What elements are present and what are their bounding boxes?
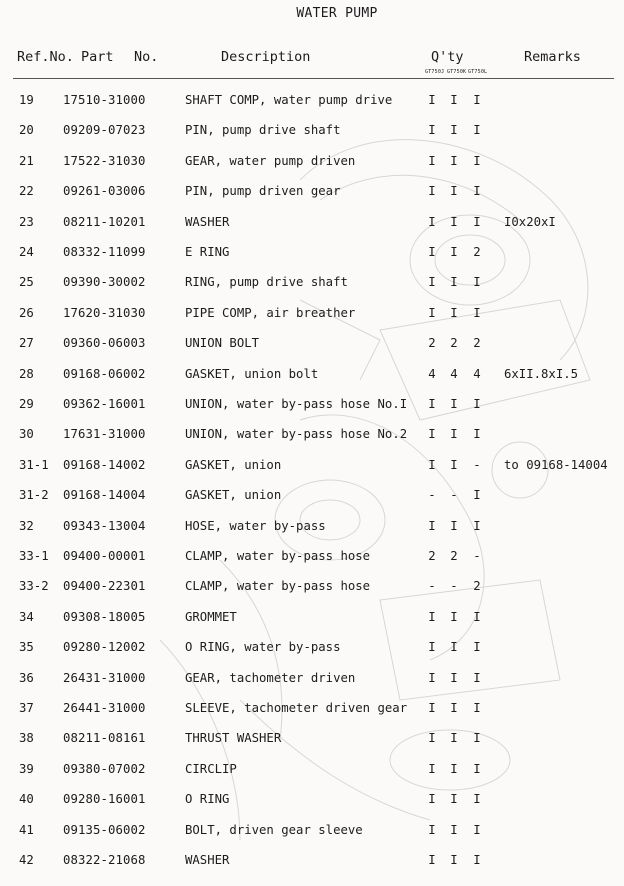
model-label: GT750L <box>468 69 488 75</box>
ref-no-cell: 26 <box>19 305 34 320</box>
qty-cell: I <box>473 397 481 411</box>
table-row <box>0 243 624 261</box>
qty-cell: I <box>450 640 458 655</box>
qty-cell: I <box>450 761 458 776</box>
table-row <box>0 638 624 656</box>
ref-no-cell: 28 <box>19 366 34 381</box>
qty-cell: I <box>428 184 436 199</box>
qty-cell: I <box>428 731 436 746</box>
qty-cell: I <box>473 214 481 229</box>
qty-cell: I <box>473 670 481 685</box>
ref-no-cell: 40 <box>19 792 34 807</box>
part-no-cell: 08211-08161 <box>63 731 146 746</box>
qty-cell: 2 <box>450 549 458 563</box>
description-cell: PIPE COMP, air breather <box>185 305 356 320</box>
qty-cell: I <box>473 640 481 655</box>
header-remarks: Remarks <box>524 49 581 65</box>
description-cell: WASHER <box>185 214 230 229</box>
part-no-cell: 09168-06002 <box>63 366 146 381</box>
ref-no-cell: 24 <box>19 245 34 259</box>
qty-cell: I <box>450 245 458 259</box>
table-row <box>0 790 624 808</box>
qty-cell: I <box>428 853 436 867</box>
qty-cell: I <box>473 488 481 503</box>
ref-no-cell: 33-1 <box>19 549 49 563</box>
qty-cell: I <box>450 701 458 715</box>
header-divider <box>13 78 614 79</box>
qty-cell: I <box>428 609 436 624</box>
qty-cell: I <box>428 245 436 259</box>
table-row <box>0 517 624 535</box>
description-cell: UNION BOLT <box>185 336 260 351</box>
ref-no-cell: 23 <box>19 214 34 229</box>
qty-cell: I <box>428 670 436 685</box>
ref-no-cell: 38 <box>19 731 34 746</box>
qty-cell: I <box>473 761 481 776</box>
table-row <box>0 821 624 839</box>
description-cell: UNION, water by-pass hose No.I <box>185 397 408 411</box>
qty-cell: I <box>450 184 458 199</box>
table-row <box>0 577 624 595</box>
description-cell: CLAMP, water by-pass hose <box>185 579 371 594</box>
qty-cell: 2 <box>450 336 458 351</box>
qty-cell: I <box>450 93 458 107</box>
qty-cell: - <box>450 488 458 503</box>
qty-cell: I <box>473 701 481 715</box>
qty-cell: I <box>450 153 458 168</box>
table-row <box>0 273 624 291</box>
qty-cell: I <box>450 518 458 533</box>
part-no-cell: 09380-07002 <box>63 761 146 776</box>
ref-no-cell: 21 <box>19 153 34 168</box>
table-row <box>0 334 624 352</box>
qty-cell: I <box>428 153 436 168</box>
qty-cell: I <box>473 305 481 320</box>
qty-cell: I <box>450 822 458 837</box>
part-no-cell: 17631-31000 <box>63 427 146 442</box>
header-no: No. <box>134 49 159 65</box>
description-cell: E RING <box>185 245 230 259</box>
part-no-cell: 08322-21068 <box>63 853 146 867</box>
qty-cell: I <box>450 457 458 472</box>
qty-cell: I <box>428 123 436 138</box>
qty-cell: I <box>473 184 481 199</box>
table-row <box>0 91 624 109</box>
part-no-cell: 17620-31030 <box>63 305 146 320</box>
ref-no-cell: 42 <box>19 853 34 867</box>
qty-cell: 2 <box>473 245 481 259</box>
ref-no-cell: 41 <box>19 822 34 837</box>
qty-cell: I <box>450 275 458 290</box>
header-description: Description <box>221 49 311 65</box>
description-cell: CLAMP, water by-pass hose <box>185 549 371 563</box>
description-cell: CIRCLIP <box>185 761 237 776</box>
part-no-cell: 09209-07023 <box>63 123 146 138</box>
qty-cell: I <box>428 822 436 837</box>
part-no-cell: 09168-14002 <box>63 457 146 472</box>
description-cell: SHAFT COMP, water pump drive <box>185 93 393 107</box>
description-cell: THRUST WASHER <box>185 731 282 746</box>
qty-cell: 4 <box>428 366 436 381</box>
table-row <box>0 669 624 687</box>
description-cell: PIN, pump drive shaft <box>185 123 341 138</box>
description-cell: PIN, pump driven gear <box>185 184 341 199</box>
qty-cell: I <box>428 640 436 655</box>
part-no-cell: 09400-22301 <box>63 579 146 594</box>
qty-cell: I <box>450 731 458 746</box>
qty-cell: - <box>428 579 436 594</box>
part-no-cell: 09400-00001 <box>63 549 146 563</box>
qty-cell: I <box>428 518 436 533</box>
remarks-cell: I0x20xI <box>504 214 556 229</box>
part-no-cell: 09308-18005 <box>63 609 146 624</box>
description-cell: UNION, water by-pass hose No.2 <box>185 427 408 442</box>
qty-cell: 2 <box>428 549 436 563</box>
qty-cell: I <box>473 427 481 442</box>
table-row <box>0 851 624 869</box>
part-no-cell: 26431-31000 <box>63 670 146 685</box>
qty-cell: I <box>428 792 436 807</box>
description-cell: RING, pump drive shaft <box>185 275 348 290</box>
ref-no-cell: 25 <box>19 275 34 290</box>
part-no-cell: 26441-31000 <box>63 701 146 715</box>
part-no-cell: 08211-10201 <box>63 214 146 229</box>
ref-no-cell: 31-1 <box>19 457 49 472</box>
table-row <box>0 456 624 474</box>
description-cell: GEAR, water pump driven <box>185 153 356 168</box>
qty-cell: I <box>428 761 436 776</box>
part-no-cell: 17522-31030 <box>63 153 146 168</box>
table-row <box>0 547 624 565</box>
qty-cell: I <box>450 792 458 807</box>
qty-cell: - <box>473 457 481 472</box>
ref-no-cell: 37 <box>19 701 34 715</box>
part-no-cell: 09261-03006 <box>63 184 146 199</box>
part-no-cell: 08332-11099 <box>63 245 146 259</box>
qty-cell: - <box>428 488 436 503</box>
table-row <box>0 486 624 504</box>
part-no-cell: 09168-14004 <box>63 488 146 503</box>
description-cell: SLEEVE, tachometer driven gear <box>185 701 408 715</box>
table-row <box>0 608 624 626</box>
part-no-cell: 09360-06003 <box>63 336 146 351</box>
qty-cell: I <box>428 427 436 442</box>
table-row <box>0 152 624 170</box>
qty-cell: I <box>450 123 458 138</box>
qty-cell: I <box>473 822 481 837</box>
qty-cell: I <box>473 609 481 624</box>
qty-cell: I <box>473 275 481 290</box>
qty-cell: I <box>450 427 458 442</box>
qty-cell: I <box>473 518 481 533</box>
table-row <box>0 760 624 778</box>
qty-cell: 2 <box>473 336 481 351</box>
description-cell: GASKET, union bolt <box>185 366 319 381</box>
description-cell: WASHER <box>185 853 230 867</box>
part-no-cell: 17510-31000 <box>63 93 146 107</box>
table-row <box>0 182 624 200</box>
ref-no-cell: 30 <box>19 427 34 442</box>
ref-no-cell: 39 <box>19 761 34 776</box>
remarks-cell: to 09168-14004 <box>504 457 608 472</box>
part-no-cell: 09390-30002 <box>63 275 146 290</box>
part-no-cell: 09135-06002 <box>63 822 146 837</box>
description-cell: GROMMET <box>185 609 237 624</box>
ref-no-cell: 32 <box>19 518 34 533</box>
qty-cell: I <box>450 609 458 624</box>
qty-cell: I <box>473 792 481 807</box>
description-cell: O RING, water by-pass <box>185 640 341 655</box>
ref-no-cell: 33-2 <box>19 579 49 594</box>
qty-cell: I <box>450 670 458 685</box>
ref-no-cell: 34 <box>19 609 34 624</box>
ref-no-cell: 35 <box>19 640 34 655</box>
ref-no-cell: 31-2 <box>19 488 49 503</box>
table-row <box>0 395 624 413</box>
qty-cell: - <box>473 549 481 563</box>
header-part: Part <box>81 49 114 65</box>
qty-cell: 4 <box>473 366 481 381</box>
qty-cell: 2 <box>428 336 436 351</box>
header-ref-no: Ref.No. <box>17 49 74 65</box>
qty-cell: I <box>428 397 436 411</box>
qty-cell: I <box>428 275 436 290</box>
description-cell: GASKET, union <box>185 488 282 503</box>
qty-cell: I <box>428 305 436 320</box>
qty-cell: 2 <box>473 579 481 594</box>
qty-cell: I <box>473 731 481 746</box>
qty-cell: I <box>450 214 458 229</box>
table-row <box>0 365 624 383</box>
model-label: GT750J <box>425 69 445 75</box>
table-row <box>0 699 624 717</box>
table-row <box>0 121 624 139</box>
ref-no-cell: 22 <box>19 184 34 199</box>
ref-no-cell: 27 <box>19 336 34 351</box>
qty-cell: - <box>450 579 458 594</box>
header-qty: Q'ty <box>431 49 464 65</box>
qty-cell: 4 <box>450 366 458 381</box>
qty-cell: I <box>428 457 436 472</box>
qty-cell: I <box>473 853 481 867</box>
ref-no-cell: 29 <box>19 397 34 411</box>
page-title: WATER PUMP <box>296 6 378 21</box>
qty-cell: I <box>473 123 481 138</box>
description-cell: GASKET, union <box>185 457 282 472</box>
qty-cell: I <box>473 153 481 168</box>
part-no-cell: 09362-16001 <box>63 397 146 411</box>
part-no-cell: 09280-12002 <box>63 640 146 655</box>
part-no-cell: 09280-16001 <box>63 792 146 807</box>
qty-cell: I <box>473 93 481 107</box>
description-cell: O RING <box>185 792 230 807</box>
remarks-cell: 6xII.8xI.5 <box>504 366 579 381</box>
part-no-cell: 09343-13004 <box>63 518 146 533</box>
qty-cell: I <box>428 701 436 715</box>
qty-cell: I <box>428 214 436 229</box>
qty-cell: I <box>450 305 458 320</box>
qty-cell: I <box>450 853 458 867</box>
qty-cell: I <box>450 397 458 411</box>
ref-no-cell: 36 <box>19 670 34 685</box>
model-label: GT750K <box>447 69 467 75</box>
table-row <box>0 213 624 231</box>
description-cell: HOSE, water by-pass <box>185 518 326 533</box>
description-cell: GEAR, tachometer driven <box>185 670 356 685</box>
table-row <box>0 425 624 443</box>
table-row <box>0 304 624 322</box>
qty-cell: I <box>428 93 436 107</box>
ref-no-cell: 19 <box>19 93 34 107</box>
table-row <box>0 729 624 747</box>
description-cell: BOLT, driven gear sleeve <box>185 822 363 837</box>
ref-no-cell: 20 <box>19 123 34 138</box>
